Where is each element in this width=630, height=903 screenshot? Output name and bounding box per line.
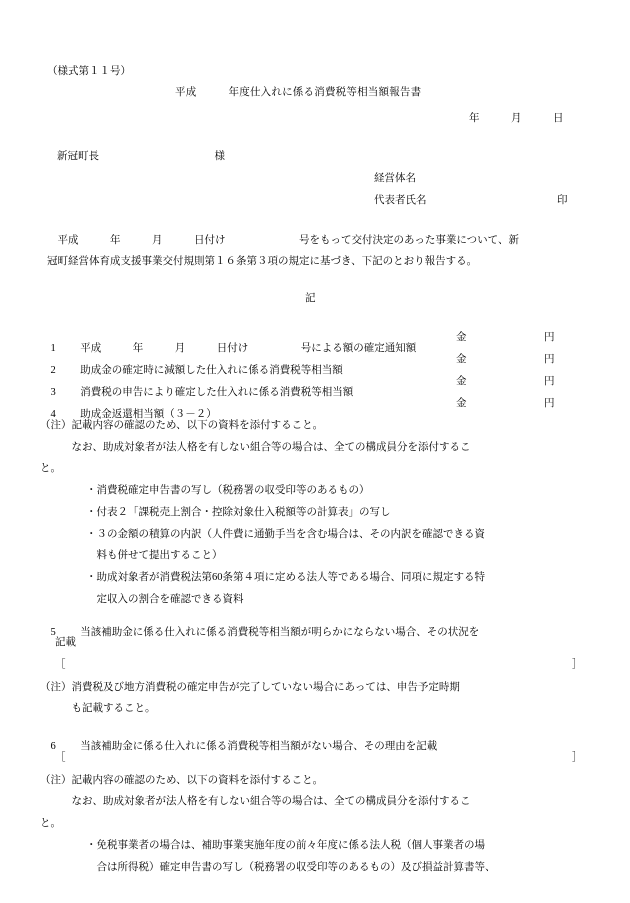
intro-line-2: 冠町経営体育成支援事業交付規則第１６条第３項の規定に基づき、下記のとおり報告する。 bbox=[47, 256, 478, 267]
item-6-text: 当該補助金に係る仕入れに係る消費税等相当額がない場合、その理由を記載 bbox=[69, 740, 438, 752]
document-title: 平成 年度仕入れに係る消費税等相当額報告書 bbox=[175, 87, 422, 98]
item-2-number: 2 bbox=[50, 364, 56, 376]
free-text-field-5-close-bracket[interactable]: ］ bbox=[572, 659, 583, 670]
item-4-money-label: 金 bbox=[456, 398, 467, 409]
item-5-text-line-1: 当該補助金に係る仕入れに係る消費税等相当額が明らかにならない場合、その状況を bbox=[69, 626, 480, 638]
note-3-sub-line-1: なお、助成対象者が法人格を有しない組合等の場合は、全ての構成員分を添付するこ bbox=[40, 796, 471, 807]
item-1-number: 1 bbox=[50, 342, 56, 354]
item-1-money-label: 金 bbox=[456, 332, 467, 343]
bullet-item: ・付表２「課税売上割合・控除対象仕入税額等の計算表」の写し bbox=[86, 507, 391, 518]
date-line: 年 月 日 bbox=[469, 113, 564, 124]
item-row-6 bbox=[40, 731, 437, 763]
seal-label: 印 bbox=[557, 195, 568, 206]
item-4-text: 助成金返還相当額（３－２） bbox=[69, 408, 217, 420]
addressee: 新冠町長 様 bbox=[57, 151, 225, 162]
free-text-field-6-open-bracket[interactable]: ［ bbox=[55, 752, 66, 763]
bullet-item: 料も併せて提出すること） bbox=[86, 550, 223, 561]
item-4-number: 4 bbox=[50, 408, 56, 420]
note-2-line-1: （注）消費税及び地方消費税の確定申告が完了していない場合にあっては、申告予定時期 bbox=[40, 682, 460, 693]
note-1: （注）記載内容の確認のため、以下の資料を添付すること。 bbox=[40, 420, 324, 431]
item-1-unit: 円 bbox=[544, 332, 555, 343]
note-1-sub-line-2: と。 bbox=[40, 463, 61, 474]
intro-line-1: 平成 年 月 日付け 号をもって交付決定のあった事業について、新 bbox=[47, 235, 519, 246]
item-5-text-line-2: 記載 bbox=[55, 637, 76, 648]
bullet-item: ・助成対象者が消費税法第60条第４項に定める法人等である場合、同項に規定する特 bbox=[86, 572, 485, 583]
bullet-item: ・消費税確定申告書の写し（税務署の収受印等のあるもの） bbox=[86, 485, 370, 496]
item-3-text: 消費税の申告により確定した仕入れに係る消費税等相当額 bbox=[69, 386, 354, 398]
note-1-sub-line-1: なお、助成対象者が法人格を有しない組合等の場合は、全ての構成員分を添付するこ bbox=[40, 442, 471, 453]
bullet-item: ・３の金額の積算の内訳（人件費に通勤手当を含む場合は、その内訳を確認できる資 bbox=[86, 529, 485, 540]
organization-name-label: 経営体名 bbox=[374, 173, 416, 184]
free-text-field-5-open-bracket[interactable]: ［ bbox=[55, 659, 66, 670]
item-2-unit: 円 bbox=[544, 354, 555, 365]
item-6-number: 6 bbox=[50, 740, 56, 752]
item-5-number: 5 bbox=[50, 626, 56, 638]
bullet-item: 合は所得税）確定申告書の写し（税務署の収受印等のあるもの）及び損益計算書等、 bbox=[86, 862, 496, 873]
item-row-5 bbox=[40, 617, 479, 649]
bullet-item: ・免税事業者の場合は、補助事業実施年度の前々年度に係る法人税（個人事業者の場 bbox=[86, 840, 485, 851]
note-3-sub-line-2: と。 bbox=[40, 818, 61, 829]
item-3-money-label: 金 bbox=[456, 376, 467, 387]
form-number: （様式第１１号） bbox=[47, 66, 131, 77]
representative-name-label: 代表者氏名 bbox=[374, 195, 427, 206]
item-2-text: 助成金の確定時に減額した仕入れに係る消費税等相当額 bbox=[69, 364, 343, 376]
item-2-money-label: 金 bbox=[456, 354, 467, 365]
item-3-unit: 円 bbox=[544, 376, 555, 387]
note-3: （注）記載内容の確認のため、以下の資料を添付すること。 bbox=[40, 775, 324, 786]
bullet-item: 定収入の割合を確認できる資料 bbox=[86, 594, 244, 605]
free-text-field-6-close-bracket[interactable]: ］ bbox=[572, 752, 583, 763]
note-2-line-2: も記載すること。 bbox=[40, 703, 156, 714]
item-3-number: 3 bbox=[50, 386, 56, 398]
item-4-unit: 円 bbox=[544, 398, 555, 409]
ki-heading: 記 bbox=[305, 293, 316, 304]
item-1-text: 平成 年 月 日付け 号による額の確定通知額 bbox=[69, 342, 417, 354]
